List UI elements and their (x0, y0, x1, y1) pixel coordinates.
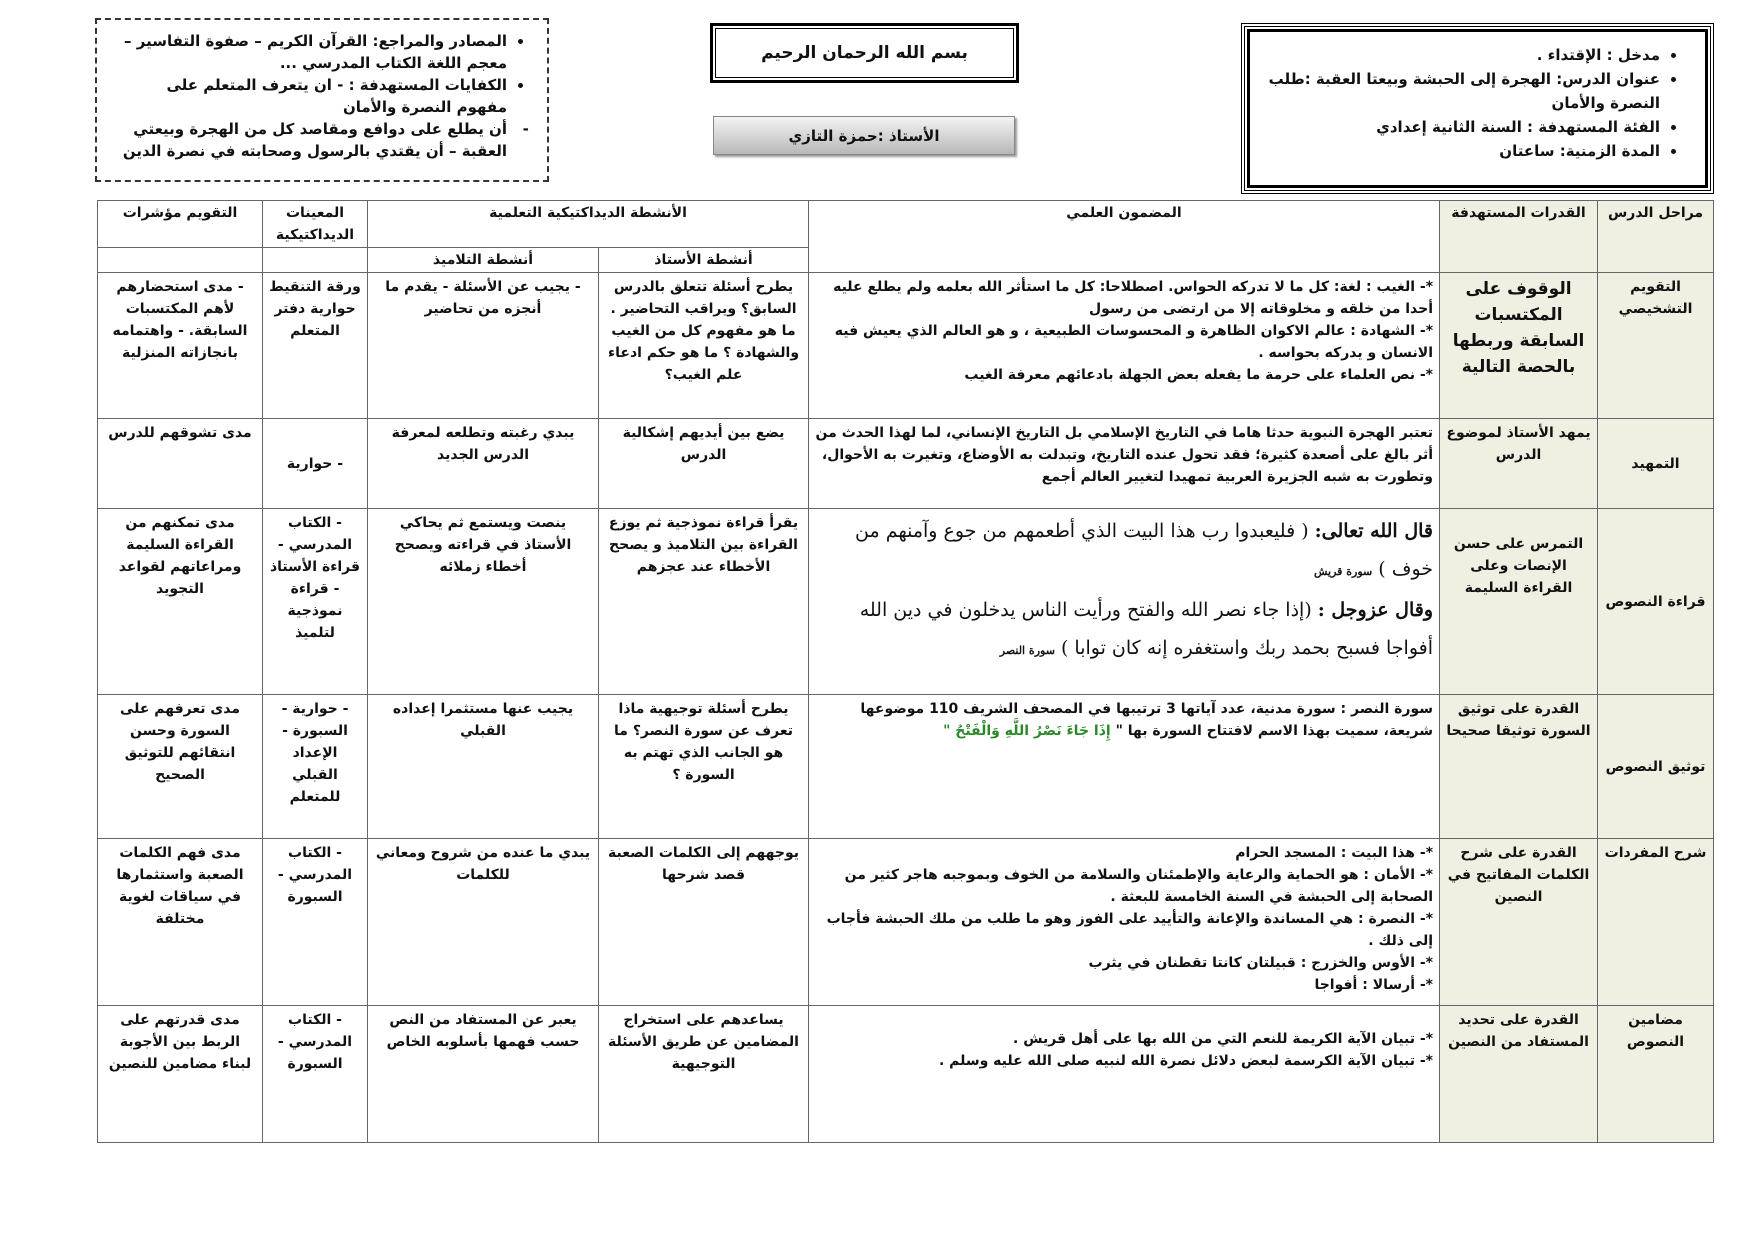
header-evaluation: التقويم مؤشرات (98, 201, 263, 248)
student-activity-cell: يعبر عن المستفاد من النص حسب فهمها بأسلوبه الخاص (368, 1006, 599, 1143)
content-line: *- تبيان الآية الكرسمة لبعض دلائل نصرة الله لنبيه صلى الله عليه وسلم . (938, 1053, 1434, 1069)
header-teacher-activities: أنشطة الأستاذ (599, 248, 809, 273)
content-cell (809, 1006, 1440, 1143)
quran-verse: ( فليعبدوا رب هذا البيت الذي أطعمهم من جوع وآمنهم من خوف ) (855, 520, 1434, 580)
content-cell (809, 839, 1440, 1006)
evaluation-cell: مدى قدرتهم على الربط بين الأجوبة لبناء مضامين للنصين (98, 1006, 263, 1143)
table-row (98, 1006, 1714, 1143)
student-activity-cell: ينصت ويستمع ثم يحاكي الأستاذ في قراءته ويصحح أخطاء زملائه (368, 509, 599, 695)
teacher-activity-cell: يطرح أسئلة تتعلق بالدرس السابق؟ ويراقب التحاضير . ما هو مفهوم كل من الغيب والشهادة ؟ ما هو حكم ادعاء علم الغيب؟ (599, 273, 809, 419)
teacher-activity-cell: يطرح أسئلة توجيهية ماذا تعرف عن سورة النصر؟ ما هو الجانب الذي تهتم به السورة ؟ (599, 695, 809, 839)
content-line: *- الأمان : هو الحماية والرعاية والإطمئنان والسلامة من الخوف وبموجبه هاجر كثير من الصحابة إلى الحبشة في السنة الخامسة للبعثة . (844, 867, 1434, 905)
resources-cell: - حوارية (263, 419, 368, 509)
info-item: • الفئة المستهدفة : السنة الثانية إعدادي (1255, 115, 1660, 139)
quran-quote: إِذَا جَاءَ نَصْرُ اللَّهِ وَالْفَتْحُ " (943, 723, 1111, 739)
info-item: • عنوان الدرس: الهجرة إلى الحبشة وبيعتا العقبة :طلب النصرة والأمان (1255, 67, 1660, 115)
abilities-cell: يمهد الأستاذ لموضوع الدرس (1440, 419, 1598, 509)
content-cell: تعتبر الهجرة النبوية حدثا هاما في التاريخ الإسلامي بل التاريخ الإنساني، لما لهذا الحدث من أثر بالغ على أصعدة كثيرة؛ فقد تحول عنده التاريخ، وتبدلت به الأوضاع، وتغيرت به الأحوال، وتطورت به شبه الجزيرة العربية تمهيدا لتغيير العالم أجمع (809, 419, 1440, 509)
stage-cell: توثيق النصوص (1598, 695, 1714, 839)
header-empty (263, 248, 368, 273)
table-row (98, 839, 1714, 1006)
quran-verse: (إذا جاء نصر الله والفتح ورأيت الناس يدخلون في دين الله أفواجا فسبح بحمد ربك واستغفره إنه كان توابا ) (859, 599, 1434, 659)
table-row (98, 695, 1714, 839)
table-row (98, 273, 1714, 419)
resources-cell: ورقة التنقيط حوارية دفتر المتعلم (263, 273, 368, 419)
abilities-cell: القدرة على توثيق السورة توثيقا صحيحا (1440, 695, 1598, 839)
teacher-activity-cell: يساعدهم على استخراج المضامين عن طريق الأسئلة التوجيهية (599, 1006, 809, 1143)
header-stage: مراحل الدرس (1598, 201, 1714, 273)
teacher-activity-cell: يقرأ قراءة نموذجية ثم يوزع القراءة بين التلاميذ و يصحح الأخطاء عند عجزهم (599, 509, 809, 695)
content-line: *- الشهادة : عالم الاكوان الظاهرة و المحسوسات الطبيعية ، و هو العالم الذي يعيش فيه الانسان و يدركه بحواسه . (834, 323, 1434, 361)
content-line: *- تبيان الآية الكريمة للنعم التي من الله بها على أهل قريش . (1013, 1031, 1434, 1047)
content-text: سورة النصر : سورة مدنية، عدد آياتها 3 ترتيبها في المصحف الشريف 110 موضوعها شريعة، سميت بهذا الاسم لافتتاح السورة بها " (860, 701, 1434, 739)
lesson-plan-table (97, 200, 1714, 1143)
teacher-name: الأستاذ :حمزة التازي (713, 116, 1015, 155)
evaluation-cell: مدى فهم الكلمات الصعبة واستثمارها في سياقات لغوية مختلفة (98, 839, 263, 1006)
header-content: المضمون العلمي (809, 201, 1440, 273)
sura-name: سورة قريش (1314, 565, 1373, 578)
content-line: *- أرسالا : أفواجا (1314, 977, 1434, 993)
stage-cell: مضامين النصوص (1598, 1006, 1714, 1143)
header-empty (98, 248, 263, 273)
abilities-cell: التمرس على حسن الإنصات وعلى القراءة السليمة (1440, 509, 1598, 695)
evaluation-cell: - مدى استحضارهم لأهم المكتسبات السابقة. - واهتمامه بانجازاته المنزلية (98, 273, 263, 419)
quran-lead: وقال عزوجل : (1317, 599, 1434, 621)
content-cell (809, 273, 1440, 419)
stage-cell: التمهيد (1598, 419, 1714, 509)
info-item: • مدخل : الإقتداء . (1255, 43, 1660, 67)
header-student-activities: أنشطة التلاميذ (368, 248, 599, 273)
resources-cell: - الكتاب المدرسي - قراءة الأستاذ - قراءة نموذجية لتلميذ (263, 509, 368, 695)
content-line: *- النصرة : هي المساندة والإعانة والتأييد على الفوز وهو ما طلب من ملك الحبشة فأجاب إلى ذلك . (826, 911, 1434, 949)
abilities-cell: القدرة على شرح الكلمات المفاتيح في النصين (1440, 839, 1598, 1006)
header-resources: المعينات الديداكتيكية (263, 201, 368, 248)
student-activity-cell: يبدي ما عنده من شروح ومعاني للكلمات (368, 839, 599, 1006)
stage-cell: شرح المفردات (1598, 839, 1714, 1006)
resources-cell: - الكتاب المدرسي - السبورة (263, 1006, 368, 1143)
info-item: • المدة الزمنية: ساعتان (1255, 139, 1660, 163)
teacher-activity-cell: يوجههم إلى الكلمات الصعبة قصد شرحها (599, 839, 809, 1006)
header-abilities: القدرات المستهدفة (1440, 201, 1598, 273)
resources-cell: - حوارية - السبورة - الإعداد القبلي للمتعلم (263, 695, 368, 839)
evaluation-cell: مدى تعرفهم على السورة وحسن انتقائهم للتوثيق الصحيح (98, 695, 263, 839)
abilities-cell: القدرة على تحديد المستفاد من النصين (1440, 1006, 1598, 1143)
bismillah-title: بسم الله الرحمان الرحيم (712, 25, 1017, 81)
student-activity-cell: - يجيب عن الأسئلة - يقدم ما أنجزه من تحاضير (368, 273, 599, 419)
references-box (95, 18, 549, 182)
content-line: *- نص العلماء على حرمة ما يفعله بعض الجهلة بادعائهم معرفة الغيب (964, 367, 1434, 383)
student-activity-cell: يجيب عنها مستثمرا إعداده القبلي (368, 695, 599, 839)
resources-cell: - الكتاب المدرسي - السبورة (263, 839, 368, 1006)
evaluation-cell: مدى تمكنهم من القراءة السليمة ومراعاتهم لقواعد التجويد (98, 509, 263, 695)
student-activity-cell: يبدي رغبته وتطلعه لمعرفة الدرس الجديد (368, 419, 599, 509)
sura-name: سورة النصر (999, 644, 1055, 657)
content-line: *- الغيب : لغة: كل ما لا تدركه الحواس. اصطلاحا: كل ما استأثر الله بعلمه ولم يطلع عليه أحدا من خلقه و مخلوقاته إلا من ارتضى من رسول (833, 279, 1434, 317)
quran-lead: قال الله تعالى: (1314, 520, 1434, 542)
stage-cell: قراءة النصوص (1598, 509, 1714, 695)
header-activities: الأنشطة الديداكتيكية التعلمية (368, 201, 809, 248)
content-cell (809, 695, 1440, 839)
teacher-activity-cell: يضع بين أيديهم إشكالية الدرس (599, 419, 809, 509)
table-row (98, 419, 1714, 509)
refs-item: • الكفايات المستهدفة : - ان يتعرف المتعلم على مفهوم النصرة والأمان (117, 74, 507, 118)
stage-cell: التقويم التشخيصي (1598, 273, 1714, 419)
refs-item: • المصادر والمراجع: القرآن الكريم – صفوة التفاسير – معجم اللغة الكتاب المدرسي ... (117, 30, 507, 74)
lesson-info-box (1241, 23, 1714, 194)
abilities-cell: الوقوف على المكتسبات السابقة وربطها بالحصة التالية (1440, 273, 1598, 419)
evaluation-cell: مدى تشوقهم للدرس (98, 419, 263, 509)
content-line: *- هذا البيت : المسجد الحرام (1235, 845, 1434, 861)
refs-item: - أن يطلع على دوافع ومقاصد كل من الهجرة وبيعتي العقبة – أن يقتدي بالرسول وصحابته في نصرة الدين (117, 118, 507, 162)
table-row (98, 509, 1714, 695)
content-line: *- الأوس والخزرج : قبيلتان كانتا تقطنان في يثرب (1088, 955, 1434, 971)
content-cell (809, 509, 1440, 695)
